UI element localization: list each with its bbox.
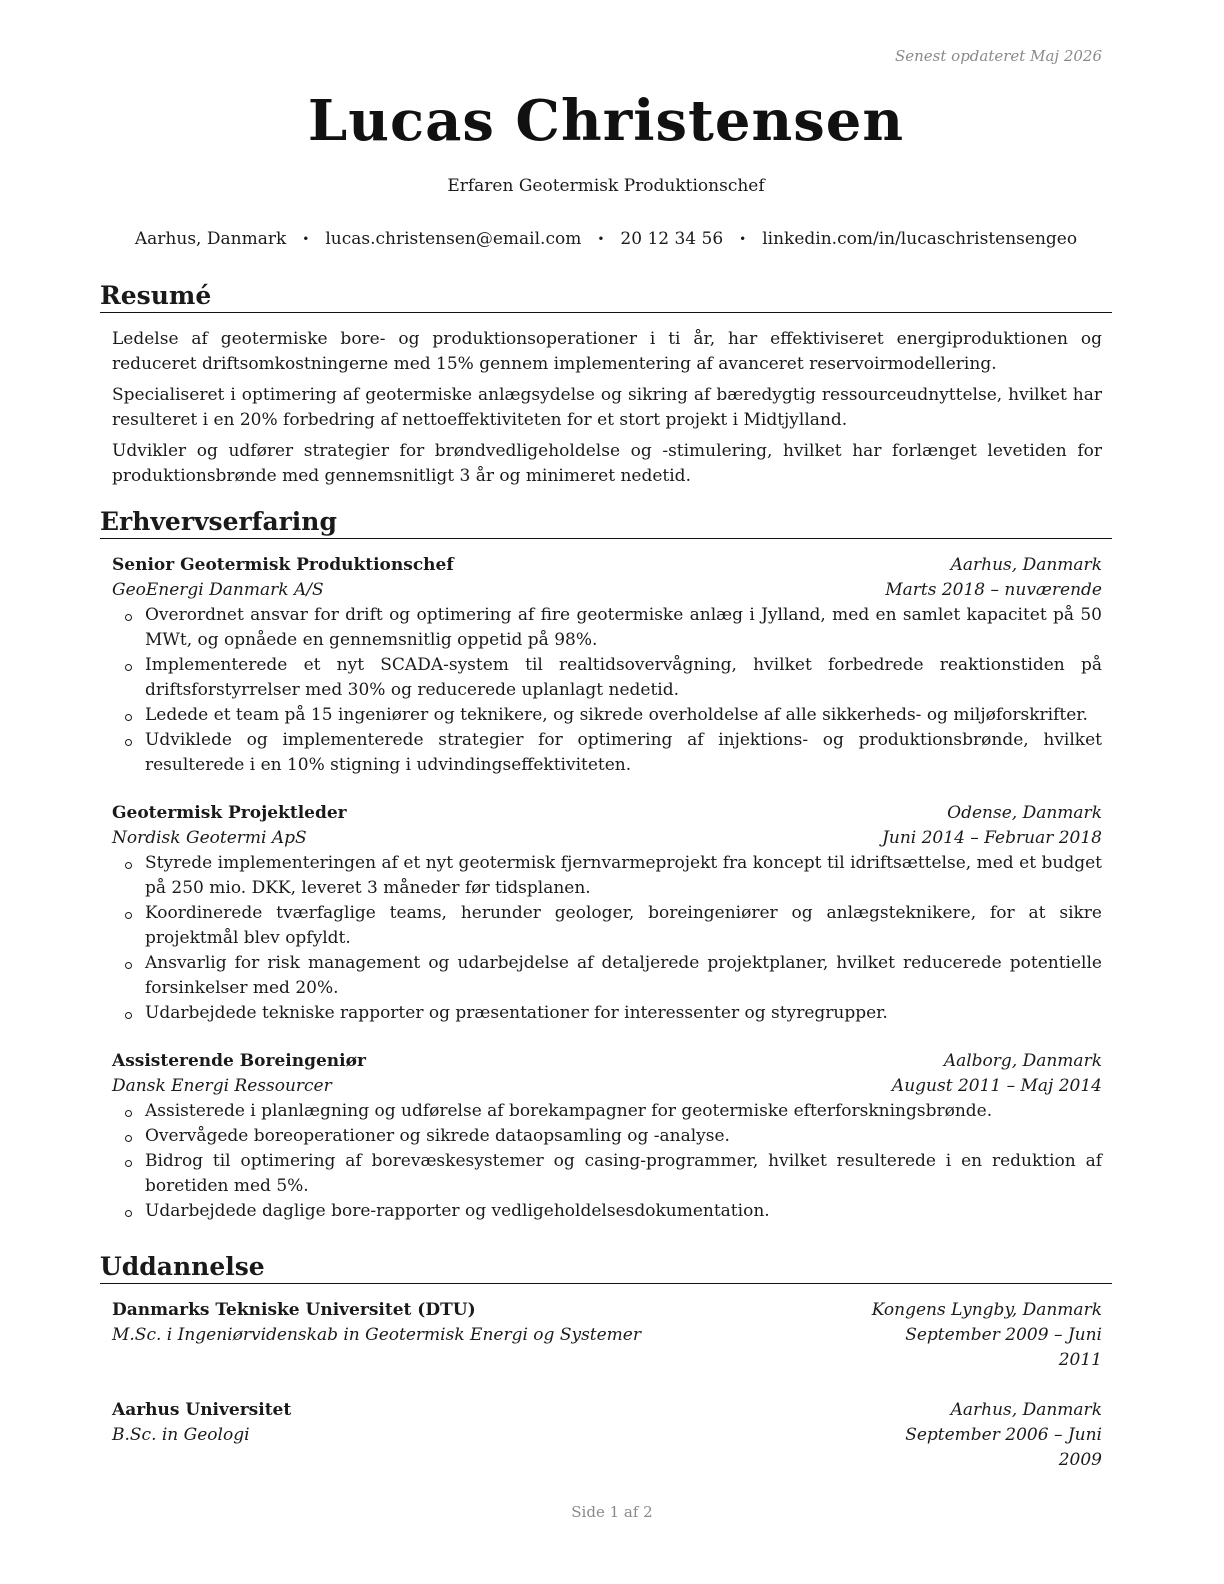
school-dates: September 2009 – Juni 2011 bbox=[905, 1325, 1102, 1370]
job-bullet: Implementerede et nyt SCADA-system til realtidsovervågning, hvilket forbedrede reaktionstiden på driftsforstyrrelser med 30% og reducerede uplanlagt nedetid. bbox=[112, 653, 1102, 703]
school-name: Danmarks Tekniske Universitet (DTU) bbox=[112, 1300, 476, 1320]
job-company: Nordisk Geotermi ApS bbox=[112, 828, 307, 848]
contact-line bbox=[100, 229, 1112, 249]
last-updated: Senest opdateret Maj 2026 bbox=[894, 47, 1102, 65]
school-degree: M.Sc. i Ingeniørvidenskab in Geotermisk Energi og Systemer bbox=[112, 1325, 641, 1345]
job-bullet: Ansvarlig for risk management og udarbejdelse af detaljerede projektplaner, hvilket reducerede potentielle forsinkelser med 20%. bbox=[112, 951, 1102, 1001]
contact-linkedin[interactable]: linkedin.com/in/lucaschristensengeo bbox=[762, 229, 1078, 249]
job-entry bbox=[112, 553, 1102, 778]
job-title: Senior Geotermisk Produktionschef bbox=[112, 555, 454, 575]
school-name: Aarhus Universitet bbox=[112, 1400, 292, 1420]
summary-paragraph: Specialiseret i optimering af geotermiske anlægsydelse og sikring af bæredygtig ressourceudnyttelse, hvilket har resulteret i en 20% forbedring af nettoeffektiviteten for et stort projekt i Midtjylland. bbox=[112, 385, 1102, 430]
job-title: Geotermisk Projektleder bbox=[112, 803, 347, 823]
job-dates: August 2011 – Maj 2014 bbox=[891, 1076, 1102, 1096]
contact-location: Aarhus, Danmark bbox=[134, 229, 287, 249]
school-location: Aarhus, Danmark bbox=[950, 1400, 1102, 1420]
school-dates: September 2006 – Juni 2009 bbox=[905, 1425, 1102, 1470]
job-bullet: Assisterede i planlægning og udførelse af borekampagner for geotermiske efterforskningsbrønde. bbox=[112, 1099, 1102, 1124]
contact-separator: • bbox=[302, 232, 310, 246]
section-heading: Erhvervserfaring bbox=[100, 506, 1112, 539]
job-bullet: Styrede implementeringen af et nyt geotermisk fjernvarmeprojekt fra koncept til idriftsættelse, med et budget på 250 mio. DKK, leveret 3 måneder før tidsplanen. bbox=[112, 851, 1102, 901]
job-bullet: Udarbejdede daglige bore-rapporter og vedligeholdelsesdokumentation. bbox=[112, 1199, 1102, 1224]
contact-separator: • bbox=[739, 232, 747, 246]
job-bullet: Koordinerede tværfaglige teams, herunder geologer, boreingeniører og anlægsteknikere, for at sikre projektmål blev opfyldt. bbox=[112, 901, 1102, 951]
experience-section bbox=[100, 506, 1112, 1224]
job-bullet: Udviklede og implementerede strategier for optimering af injektions- og produktionsbrønde, hvilket resulterede i en 10% stigning i udvindingseffektiviteten. bbox=[112, 728, 1102, 778]
summary-paragraph: Udvikler og udfører strategier for brøndvedligeholdelse og -stimulering, hvilket har forlænget levetiden for produktionsbrønde med gennemsnitligt 3 år og minimeret nedetid. bbox=[112, 441, 1102, 486]
candidate-title: Erfaren Geotermisk Produktionschef bbox=[447, 176, 765, 196]
summary-paragraph: Ledelse af geotermiske bore- og produktionsoperationer i ti år, har effektiviseret energiproduktionen og reduceret driftsomkostningerne med 15% gennem implementering af avanceret reservoirmodellering. bbox=[112, 329, 1102, 374]
contact-separator: • bbox=[597, 232, 605, 246]
job-bullets bbox=[112, 1099, 1102, 1224]
contact-email[interactable]: lucas.christensen@email.com bbox=[325, 229, 582, 249]
job-bullet: Udarbejdede tekniske rapporter og præsentationer for interessenter og styregrupper. bbox=[112, 1001, 1102, 1026]
job-location: Aalborg, Danmark bbox=[943, 1051, 1102, 1071]
job-bullet: Ledede et team på 15 ingeniører og teknikere, og sikrede overholdelse af alle sikkerheds- og miljøforskrifter. bbox=[112, 703, 1102, 728]
job-bullet: Bidrog til optimering af borevæskesystemer og casing-programmer, hvilket resulterede i en reduktion af boretiden med 5%. bbox=[112, 1149, 1102, 1199]
job-bullets bbox=[112, 851, 1102, 1026]
education-entry bbox=[112, 1398, 1102, 1473]
section-heading: Resumé bbox=[100, 280, 1112, 313]
job-dates: Marts 2018 – nuværende bbox=[885, 580, 1102, 600]
job-bullet: Overvågede boreoperationer og sikrede dataopsamling og -analyse. bbox=[112, 1124, 1102, 1149]
school-location: Kongens Lyngby, Danmark bbox=[871, 1300, 1102, 1320]
job-company: Dansk Energi Ressourcer bbox=[112, 1076, 332, 1096]
summary-section bbox=[100, 280, 1112, 495]
job-dates: Juni 2014 – Februar 2018 bbox=[882, 828, 1102, 848]
education-entry bbox=[112, 1298, 1102, 1373]
education-section bbox=[100, 1251, 1112, 1473]
job-company: GeoEnergi Danmark A/S bbox=[112, 580, 324, 600]
job-bullet: Overordnet ansvar for drift og optimering af fire geotermiske anlæg i Jylland, med en samlet kapacitet på 50 MWt, og opnåede en gennemsnitlig oppetid på 98%. bbox=[112, 603, 1102, 653]
page-number: Side 1 af 2 bbox=[571, 1503, 653, 1521]
candidate-name: Lucas Christensen bbox=[307, 88, 905, 154]
job-location: Odense, Danmark bbox=[947, 803, 1102, 823]
job-entry bbox=[112, 1049, 1102, 1224]
job-bullets bbox=[112, 603, 1102, 778]
job-title: Assisterende Boreingeniør bbox=[112, 1051, 366, 1071]
section-heading: Uddannelse bbox=[100, 1251, 1112, 1284]
contact-phone[interactable]: 20 12 34 56 bbox=[620, 229, 724, 249]
job-location: Aarhus, Danmark bbox=[950, 555, 1102, 575]
job-entry bbox=[112, 801, 1102, 1026]
school-degree: B.Sc. in Geologi bbox=[112, 1425, 250, 1445]
